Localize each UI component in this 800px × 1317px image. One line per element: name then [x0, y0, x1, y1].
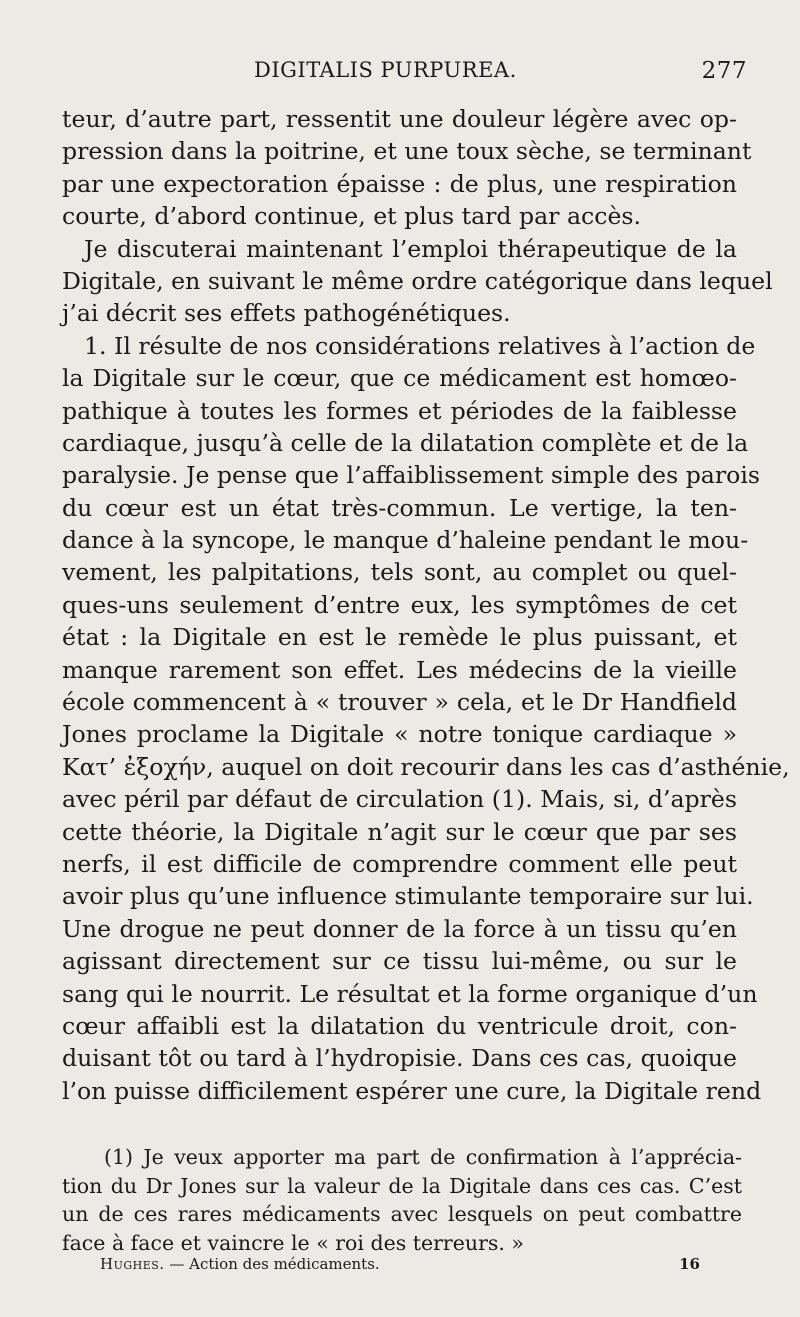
text-line: Une drogue ne peut donner de la force à un tissu qu’en [62, 914, 737, 943]
text-line: j’ai décrit ses effets pathogénétiques. [62, 299, 511, 328]
footnote-line: tion du Dr Jones sur la valeur de la Digitale dans ces cas. C’est [62, 1173, 742, 1198]
footnote-line: un de ces rares médicaments avec lesquels on peut combattre [62, 1202, 742, 1226]
running-title: DIGITALIS PURPUREA. [254, 58, 517, 82]
author-name: Hughes. [100, 1255, 165, 1273]
footnote-line: (1) Je veux apporter ma part de confirmation à l’apprécia- [104, 1145, 742, 1169]
text-line: vement, les palpitations, tels sont, au complet ou quel- [62, 558, 737, 587]
book-title: — Action des médicaments. [164, 1255, 380, 1273]
text-line: teur, d’autre part, ressentit une douleur légère avec op- [62, 105, 737, 133]
text-line: par une expectoration épaisse : de plus, une respiration [62, 169, 737, 198]
sheet-number: 16 [679, 1255, 700, 1273]
text-line: pathique à toutes les formes et périodes de la faiblesse [62, 396, 737, 425]
text-line: la Digitale sur le cœur, que ce médicament est homœo- [62, 364, 737, 393]
text-line: manque rarement son effet. Les médecins de la vieille [62, 655, 737, 684]
footnote [62, 1143, 742, 1257]
text-line: dance à la syncope, le manque d’haleine pendant le mou- [62, 526, 749, 555]
text-line: cette théorie, la Digitale n’agit sur le cœur que par ses [62, 817, 737, 846]
text-line: ques-uns seulement d’entre eux, les symptômes de cet [62, 590, 737, 619]
page-number: 277 [701, 58, 747, 84]
text-line: du cœur est un état très-commun. Le vertige, la ten- [62, 493, 737, 522]
text-line: paralysie. Je pense que l’affaiblissement simple des parois [62, 461, 761, 490]
text-line: sang qui le nourrit. Le résultat et la forme organique d’un [62, 979, 758, 1008]
text-line: avoir plus qu’une influence stimulante temporaire sur lui. [62, 882, 754, 911]
text-line: Jones proclame la Digitale « notre tonique cardiaque » [62, 720, 737, 749]
text-line: école commencent à « trouver » cela, et le Dr Handfield [62, 688, 737, 717]
text-line: 1. Il résulte de nos considérations relatives à l’action de [84, 331, 756, 360]
text-line: cardiaque, jusqu’à celle de la dilatation complète et de la [62, 428, 749, 457]
text-line: nerfs, il est difficile de comprendre comment elle peut [62, 849, 737, 878]
text-line: duisant tôt ou tard à l’hydropisie. Dans ces cas, quoique [62, 1044, 737, 1073]
text-line: courte, d’abord continue, et plus tard par accès. [62, 202, 642, 231]
text-line: Digitale, en suivant le même ordre catégorique dans lequel [62, 266, 773, 295]
text-line: Je discuterai maintenant l’emploi thérapeutique de la [84, 234, 737, 263]
text-line: cœur affaibli est la dilatation du ventricule droit, con- [62, 1011, 737, 1040]
footnote-line: face à face et vaincre le « roi des terreurs. » [62, 1230, 524, 1255]
text-line: pression dans la poitrine, et une toux sèche, se terminant [62, 137, 752, 166]
signature-line [100, 1255, 380, 1273]
body-text [62, 103, 790, 1107]
text-line: Κατ’ ἐξοχήν, auquel on doit recourir dans les cas d’asthénie, [62, 752, 790, 781]
text-line: agissant directement sur ce tissu lui-même, ou sur le [62, 947, 737, 976]
text-line: état : la Digitale en est le remède le plus puissant, et [62, 623, 737, 652]
text-line: avec péril par défaut de circulation (1). Mais, si, d’après [62, 785, 737, 814]
text-line: l’on puisse difficilement espérer une cure, la Digitale rend [62, 1076, 762, 1105]
